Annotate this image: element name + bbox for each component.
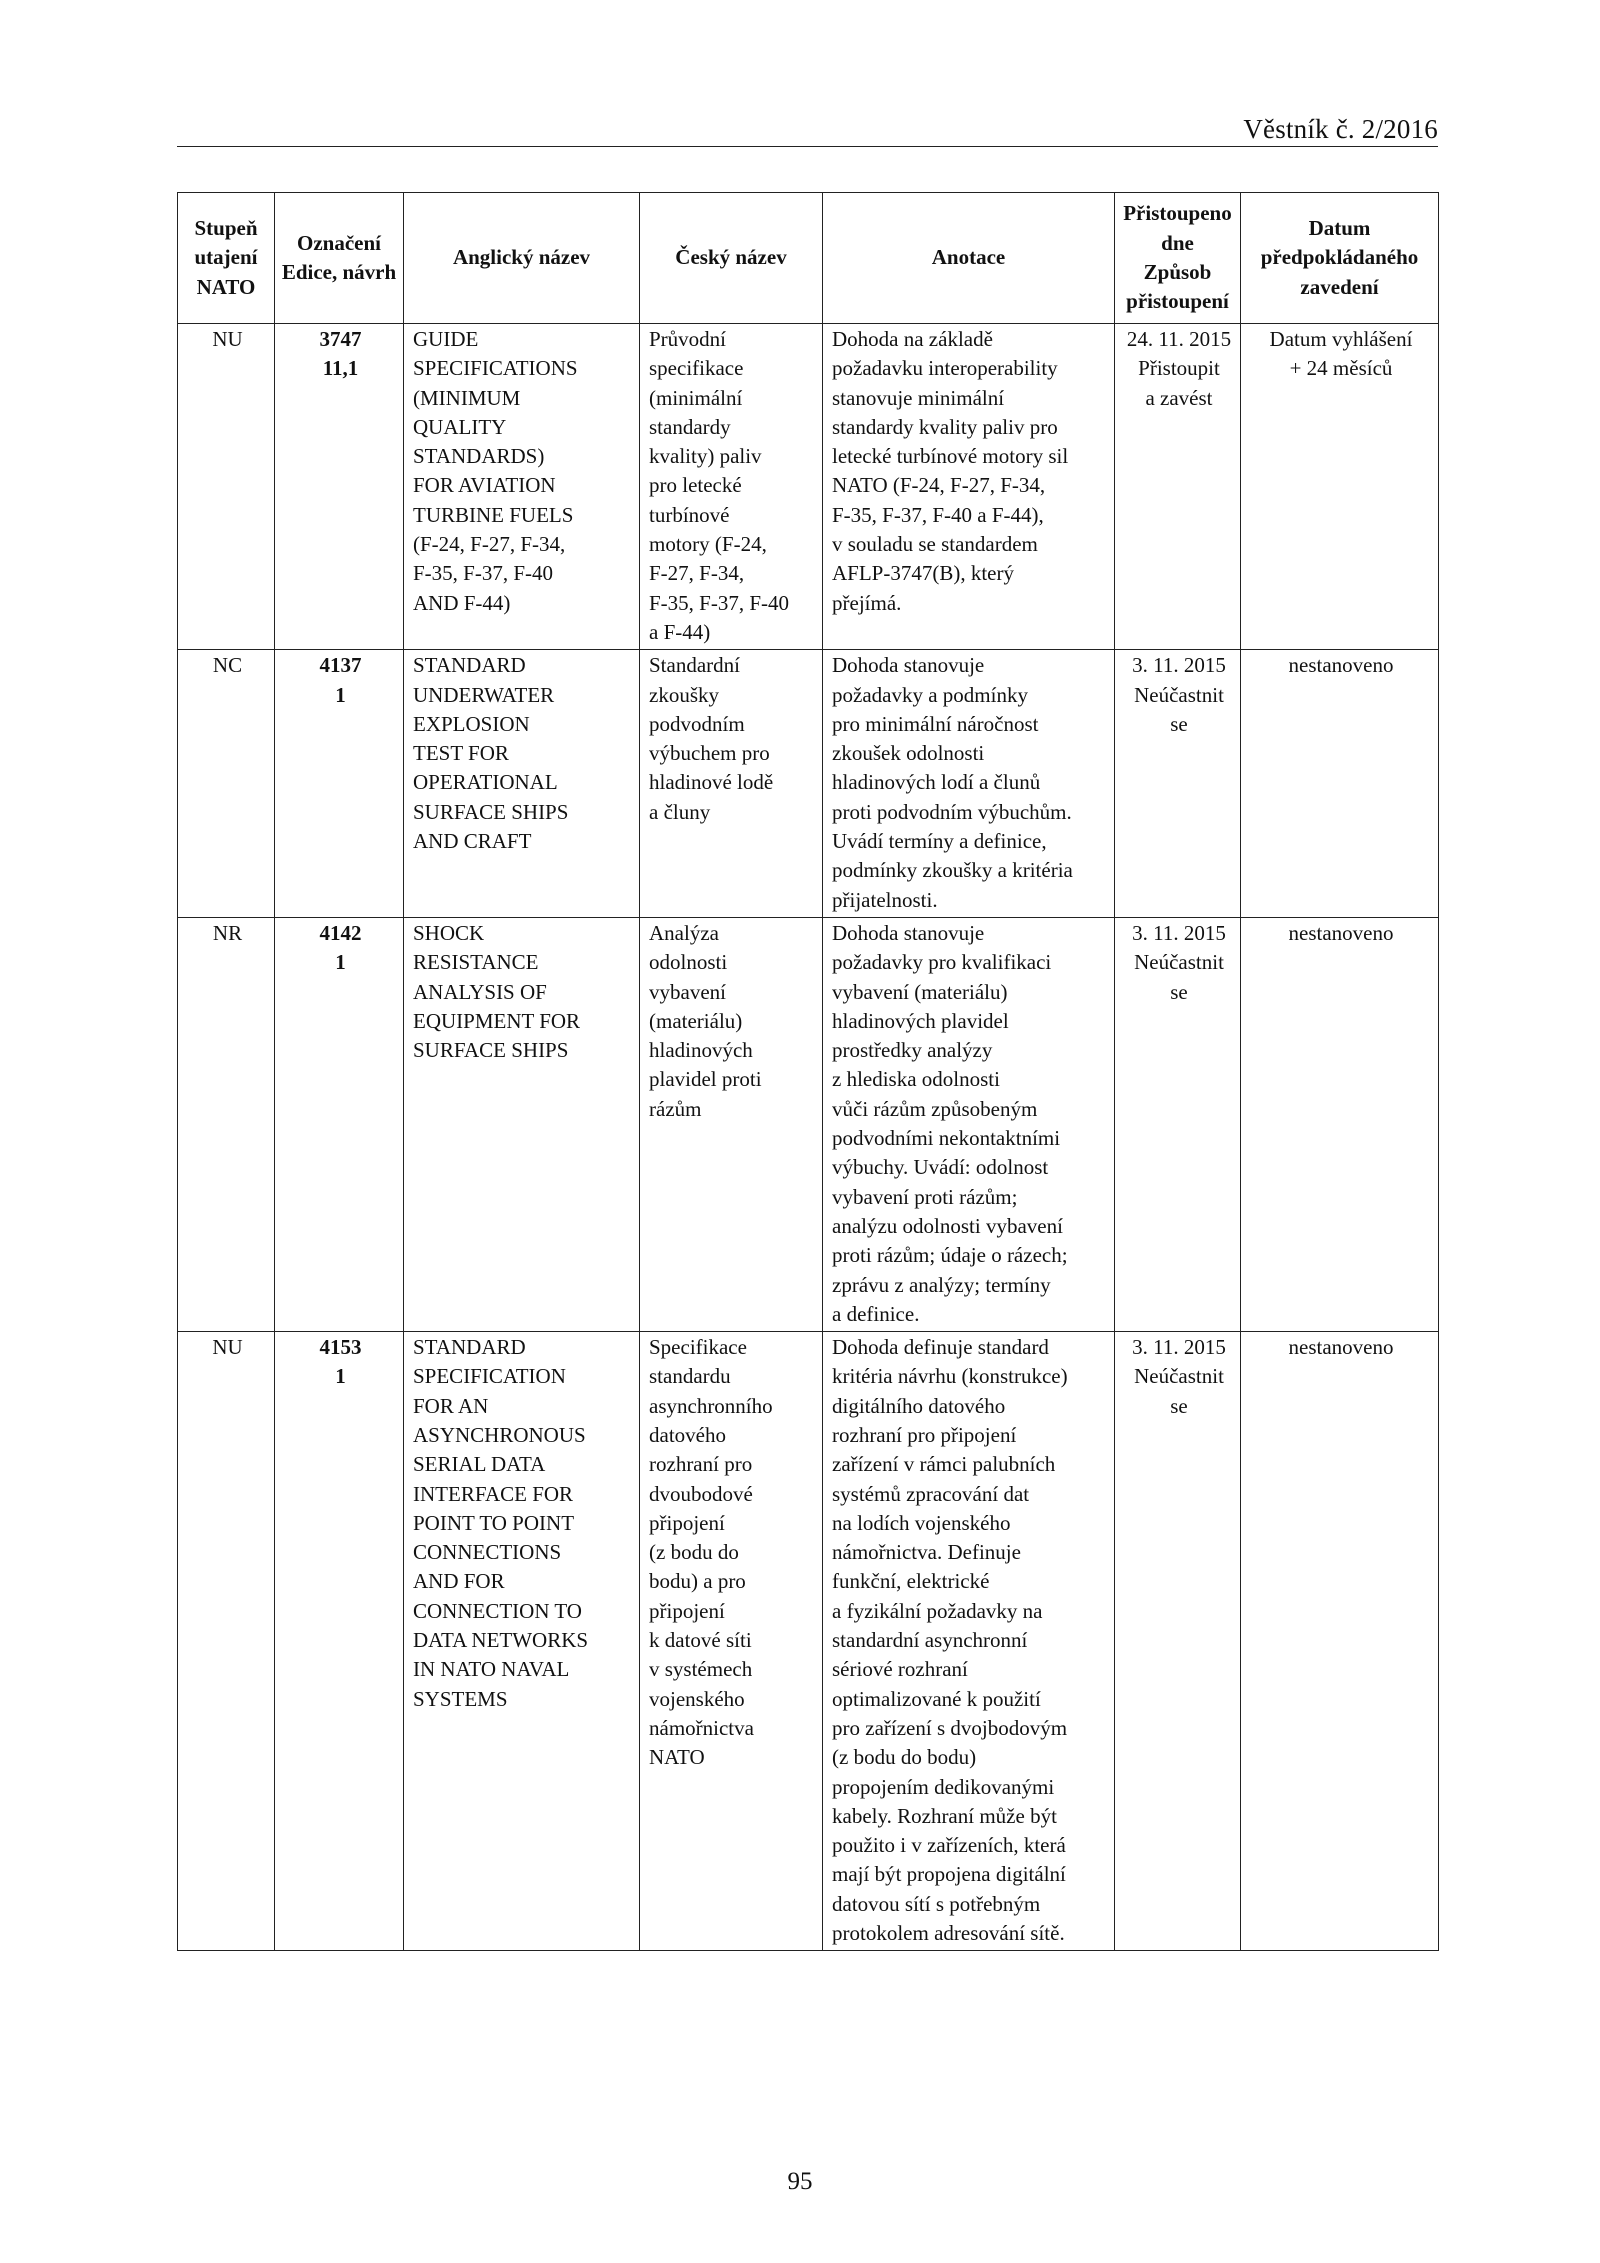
text-line: hladinových <box>649 1038 753 1063</box>
text-line: FOR AVIATION <box>413 473 556 498</box>
text-line: F-35, F-37, F-40 <box>413 561 554 586</box>
header-implementation-date <box>1241 193 1439 324</box>
table-row <box>178 650 1439 918</box>
text-line: AND FOR <box>413 1569 505 1594</box>
text-line: SURFACE SHIPS <box>413 1038 569 1063</box>
text-line: hladinové lodě <box>649 770 774 795</box>
text-line: a definice. <box>832 1301 920 1326</box>
english-title <box>404 1332 640 1951</box>
text-line: Český název <box>675 245 787 270</box>
annotation <box>823 917 1115 1331</box>
czech-title <box>640 324 823 650</box>
text-line: STANDARD <box>413 1335 526 1360</box>
text-line: kritéria návrhu (konstrukce) <box>832 1364 1068 1389</box>
text-line: mají být propojena digitální <box>832 1862 1066 1887</box>
header-accession <box>1115 193 1241 324</box>
text-line: NATO (F-24, F-27, F-34, <box>832 473 1046 498</box>
text-line: GUIDE <box>413 327 479 351</box>
text-line: NATO <box>196 274 256 299</box>
text-line: 24. 11. 2015 <box>1126 327 1232 351</box>
czech-title <box>640 917 823 1331</box>
text-line: se <box>1170 1393 1188 1418</box>
text-line: standardní asynchronní <box>832 1628 1028 1653</box>
text-line: k datové síti <box>649 1628 752 1653</box>
classification-level: NR <box>178 917 275 1331</box>
text-line: podmínky zkoušky a kritéria <box>832 858 1073 883</box>
text-line: systémů zpracování dat <box>832 1481 1030 1506</box>
text-line: Neúčastnit <box>1134 950 1224 975</box>
nato-standards-table <box>177 192 1439 1951</box>
text-line: (z bodu do bodu) <box>832 1745 977 1770</box>
table-header-row <box>178 193 1439 324</box>
text-line: Neúčastnit <box>1134 1364 1224 1389</box>
text-line: proti podvodním výbuchům. <box>832 799 1072 824</box>
implementation-date <box>1241 324 1439 650</box>
text-line: požadavky a podmínky <box>832 682 1028 707</box>
text-line: plavidel proti <box>649 1067 762 1092</box>
text-line: Dohoda definuje standard <box>832 1335 1049 1360</box>
text-line: 11,1 <box>322 356 359 381</box>
text-line: v souladu se standardem <box>832 532 1038 557</box>
text-line: Edice, návrh <box>281 260 397 284</box>
text-line: optimalizované k použití <box>832 1686 1041 1711</box>
text-line: připojení <box>649 1598 725 1623</box>
text-line: a F-44) <box>649 619 711 644</box>
text-line: 1 <box>335 682 346 707</box>
header-english-title <box>404 193 640 324</box>
text-line: STANDARD <box>413 653 526 678</box>
text-line: CONNECTION TO <box>413 1598 582 1623</box>
text-line: nestanoveno <box>1288 653 1394 678</box>
text-line: propojením dedikovanými <box>832 1774 1055 1799</box>
page-number: 95 <box>787 2168 813 2195</box>
text-line: rozhraní pro <box>649 1452 753 1477</box>
english-title <box>404 324 640 650</box>
text-line: (minimální <box>649 385 743 410</box>
text-line: podvodními nekontaktními <box>832 1126 1061 1151</box>
text-line: INTERFACE FOR <box>413 1481 574 1506</box>
text-line: SURFACE SHIPS <box>413 799 569 824</box>
accession-info <box>1115 324 1241 650</box>
text-line: nestanoveno <box>1288 1335 1394 1360</box>
text-line: zkoušky <box>649 682 719 707</box>
designation-edition <box>275 324 404 650</box>
text-line: použito i v zařízeních, která <box>832 1833 1066 1858</box>
text-line: Datum <box>1308 216 1371 241</box>
text-line: přistoupení <box>1126 289 1229 314</box>
text-line: a fyzikální požadavky na <box>832 1598 1043 1623</box>
text-line: Neúčastnit <box>1134 682 1224 707</box>
text-line: Datum vyhlášení <box>1269 327 1413 351</box>
classification-level: NU <box>178 1332 275 1951</box>
text-line: funkční, elektrické <box>832 1569 990 1594</box>
text-line: rázům <box>649 1096 702 1121</box>
text-line: zprávu z analýzy; termíny <box>832 1272 1051 1297</box>
text-line: CONNECTIONS <box>413 1540 562 1565</box>
text-line: datovou sítí s potřebným <box>832 1891 1041 1916</box>
text-line: výbuchem pro <box>649 741 770 766</box>
text-line: vybavení (materiálu) <box>832 979 1008 1004</box>
text-line: nestanoveno <box>1288 920 1394 945</box>
text-line: podvodním <box>649 711 745 736</box>
header-designation <box>275 193 404 324</box>
text-line: prostředky analýzy <box>832 1038 993 1063</box>
text-line: Přistoupit <box>1138 356 1220 381</box>
text-line: z hlediska odolnosti <box>832 1067 1000 1092</box>
text-line: Přistoupeno <box>1123 201 1232 226</box>
text-line: F-27, F-34, <box>649 561 745 586</box>
text-line: sériové rozhraní <box>832 1657 968 1682</box>
text-line: 3747 <box>319 327 362 351</box>
text-line: OPERATIONAL <box>413 770 558 795</box>
text-line: kvality) paliv <box>649 444 762 469</box>
text-line: EXPLOSION <box>413 711 530 736</box>
text-line: SERIAL DATA <box>413 1452 546 1477</box>
text-line: přijatelnosti. <box>832 887 938 912</box>
implementation-date <box>1241 650 1439 918</box>
text-line: letecké turbínové motory sil <box>832 444 1069 469</box>
text-line: (MINIMUM <box>413 385 521 410</box>
accession-info <box>1115 917 1241 1331</box>
text-line: výbuchy. Uvádí: odolnost <box>832 1155 1049 1180</box>
text-line: SPECIFICATIONS <box>413 356 578 381</box>
table-row <box>178 917 1439 1331</box>
text-line: POINT TO POINT <box>413 1510 575 1535</box>
text-line: kabely. Rozhraní může být <box>832 1803 1057 1828</box>
text-line: se <box>1170 979 1188 1004</box>
text-line: AFLP-3747(B), který <box>832 561 1014 586</box>
text-line: standardy kvality paliv pro <box>832 414 1058 439</box>
text-line: pro letecké <box>649 473 742 498</box>
designation-edition <box>275 917 404 1331</box>
text-line: odolnosti <box>649 950 728 975</box>
implementation-date <box>1241 1332 1439 1951</box>
text-line: RESISTANCE <box>413 950 539 975</box>
text-line: STANDARDS) <box>413 444 545 469</box>
text-line: FOR AN <box>413 1393 489 1418</box>
english-title <box>404 917 640 1331</box>
text-line: specifikace <box>649 356 744 381</box>
text-line: protokolem adresování sítě. <box>832 1921 1065 1946</box>
text-line: ASYNCHRONOUS <box>413 1422 586 1447</box>
text-line: a čluny <box>649 799 711 824</box>
header-czech-title <box>640 193 823 324</box>
text-line: vůči rázům způsobeným <box>832 1096 1038 1121</box>
text-line: EQUIPMENT FOR <box>413 1008 581 1033</box>
text-line: 4142 <box>319 920 362 945</box>
text-line: na lodích vojenského <box>832 1510 1011 1535</box>
text-line: Anglický název <box>452 245 591 270</box>
page-header <box>177 108 1438 147</box>
text-line: Standardní <box>649 653 740 678</box>
text-line: vybavení proti rázům; <box>832 1184 1018 1209</box>
text-line: Dohoda stanovuje <box>832 920 985 945</box>
text-line: přejímá. <box>832 590 902 615</box>
text-line: digitálního datového <box>832 1393 1006 1418</box>
text-line: hladinových plavidel <box>832 1008 1009 1033</box>
text-line: F-35, F-37, F-40 <box>649 590 790 615</box>
text-line: proti rázům; údaje o rázech; <box>832 1243 1068 1268</box>
text-line: 3. 11. 2015 <box>1132 1335 1226 1360</box>
text-line: (materiálu) <box>649 1008 743 1033</box>
text-line: vojenského <box>649 1686 745 1711</box>
english-title <box>404 650 640 918</box>
czech-title <box>640 650 823 918</box>
accession-info <box>1115 650 1241 918</box>
annotation <box>823 650 1115 918</box>
text-line: 4137 <box>319 653 362 678</box>
text-line: zkoušek odolnosti <box>832 741 985 766</box>
text-line: bodu) a pro <box>649 1569 746 1594</box>
annotation <box>823 1332 1115 1951</box>
text-line: SYSTEMS <box>413 1686 508 1711</box>
implementation-date <box>1241 917 1439 1331</box>
journal-issue: Věstník č. 2/2016 <box>1243 114 1438 144</box>
text-line: DATA NETWORKS <box>413 1628 589 1653</box>
accession-info <box>1115 1332 1241 1951</box>
text-line: 3. 11. 2015 <box>1132 920 1226 945</box>
designation-edition <box>275 1332 404 1951</box>
text-line: námořnictva. Definuje <box>832 1540 1021 1565</box>
text-line: asynchronního <box>649 1393 773 1418</box>
text-line: předpokládaného <box>1260 245 1419 270</box>
text-line: požadavky pro kvalifikaci <box>832 950 1052 975</box>
table-row <box>178 1332 1439 1951</box>
text-line: pro minimální náročnost <box>832 711 1039 736</box>
text-line: se <box>1170 711 1188 736</box>
text-line: stanovuje minimální <box>832 385 1005 410</box>
text-line: 4153 <box>319 1335 362 1360</box>
text-line: dne <box>1161 230 1194 255</box>
text-line: (z bodu do <box>649 1540 739 1565</box>
text-line: zařízení v rámci palubních <box>832 1452 1056 1477</box>
text-line: 1 <box>335 1364 346 1389</box>
classification-level: NC <box>178 650 275 918</box>
header-classification <box>178 193 275 324</box>
text-line: pro zařízení s dvojbodovým <box>832 1715 1068 1740</box>
text-line: Specifikace <box>649 1335 747 1360</box>
annotation <box>823 324 1115 650</box>
text-line: F-35, F-37, F-40 a F-44), <box>832 502 1044 527</box>
text-line: Označení <box>297 230 381 255</box>
text-line: zavedení <box>1300 274 1379 299</box>
text-line: Stupeň <box>194 216 258 241</box>
text-line: rozhraní pro připojení <box>832 1422 1017 1447</box>
text-line: standardu <box>649 1364 731 1389</box>
designation-edition <box>275 650 404 918</box>
text-line: připojení <box>649 1510 725 1535</box>
text-line: v systémech <box>649 1657 753 1682</box>
text-line: TURBINE FUELS <box>413 502 574 527</box>
text-line: + 24 měsíců <box>1289 356 1393 381</box>
text-line: dvoubodové <box>649 1481 753 1506</box>
text-line: Analýza <box>649 920 719 945</box>
czech-title <box>640 1332 823 1951</box>
text-line: turbínové <box>649 502 730 527</box>
text-line: Dohoda stanovuje <box>832 653 985 678</box>
text-line: ANALYSIS OF <box>413 979 547 1004</box>
table-body <box>178 324 1439 1951</box>
text-line: Dohoda na základě <box>832 327 993 351</box>
text-line: požadavku interoperability <box>832 356 1058 381</box>
text-line: utajení <box>194 245 258 270</box>
text-line: Anotace <box>931 245 1006 270</box>
text-line: SHOCK <box>413 920 485 945</box>
text-line: motory (F-24, <box>649 532 767 557</box>
text-line: a zavést <box>1145 385 1213 410</box>
text-line: AND F-44) <box>413 590 511 615</box>
text-line: QUALITY <box>413 414 507 439</box>
text-line: (F-24, F-27, F-34, <box>413 532 566 557</box>
text-line: analýzu odolnosti vybavení <box>832 1213 1063 1238</box>
text-line: SPECIFICATION <box>413 1364 566 1389</box>
text-line: AND CRAFT <box>413 829 532 854</box>
text-line: standardy <box>649 414 731 439</box>
text-line: TEST FOR <box>413 741 509 766</box>
text-line: hladinových lodí a člunů <box>832 770 1041 795</box>
text-line: IN NATO NAVAL <box>413 1657 570 1682</box>
classification-level: NU <box>178 324 275 650</box>
text-line: UNDERWATER <box>413 682 555 707</box>
text-line: 1 <box>335 950 346 975</box>
text-line: Způsob <box>1143 260 1212 284</box>
text-line: NATO <box>649 1745 705 1770</box>
header-annotation <box>823 193 1115 324</box>
text-line: Uvádí termíny a definice, <box>832 829 1047 854</box>
text-line: 3. 11. 2015 <box>1132 653 1226 678</box>
text-line: Průvodní <box>649 327 727 351</box>
text-line: námořnictva <box>649 1715 754 1740</box>
text-line: datového <box>649 1422 726 1447</box>
text-line: vybavení <box>649 979 726 1004</box>
table-row <box>178 324 1439 650</box>
